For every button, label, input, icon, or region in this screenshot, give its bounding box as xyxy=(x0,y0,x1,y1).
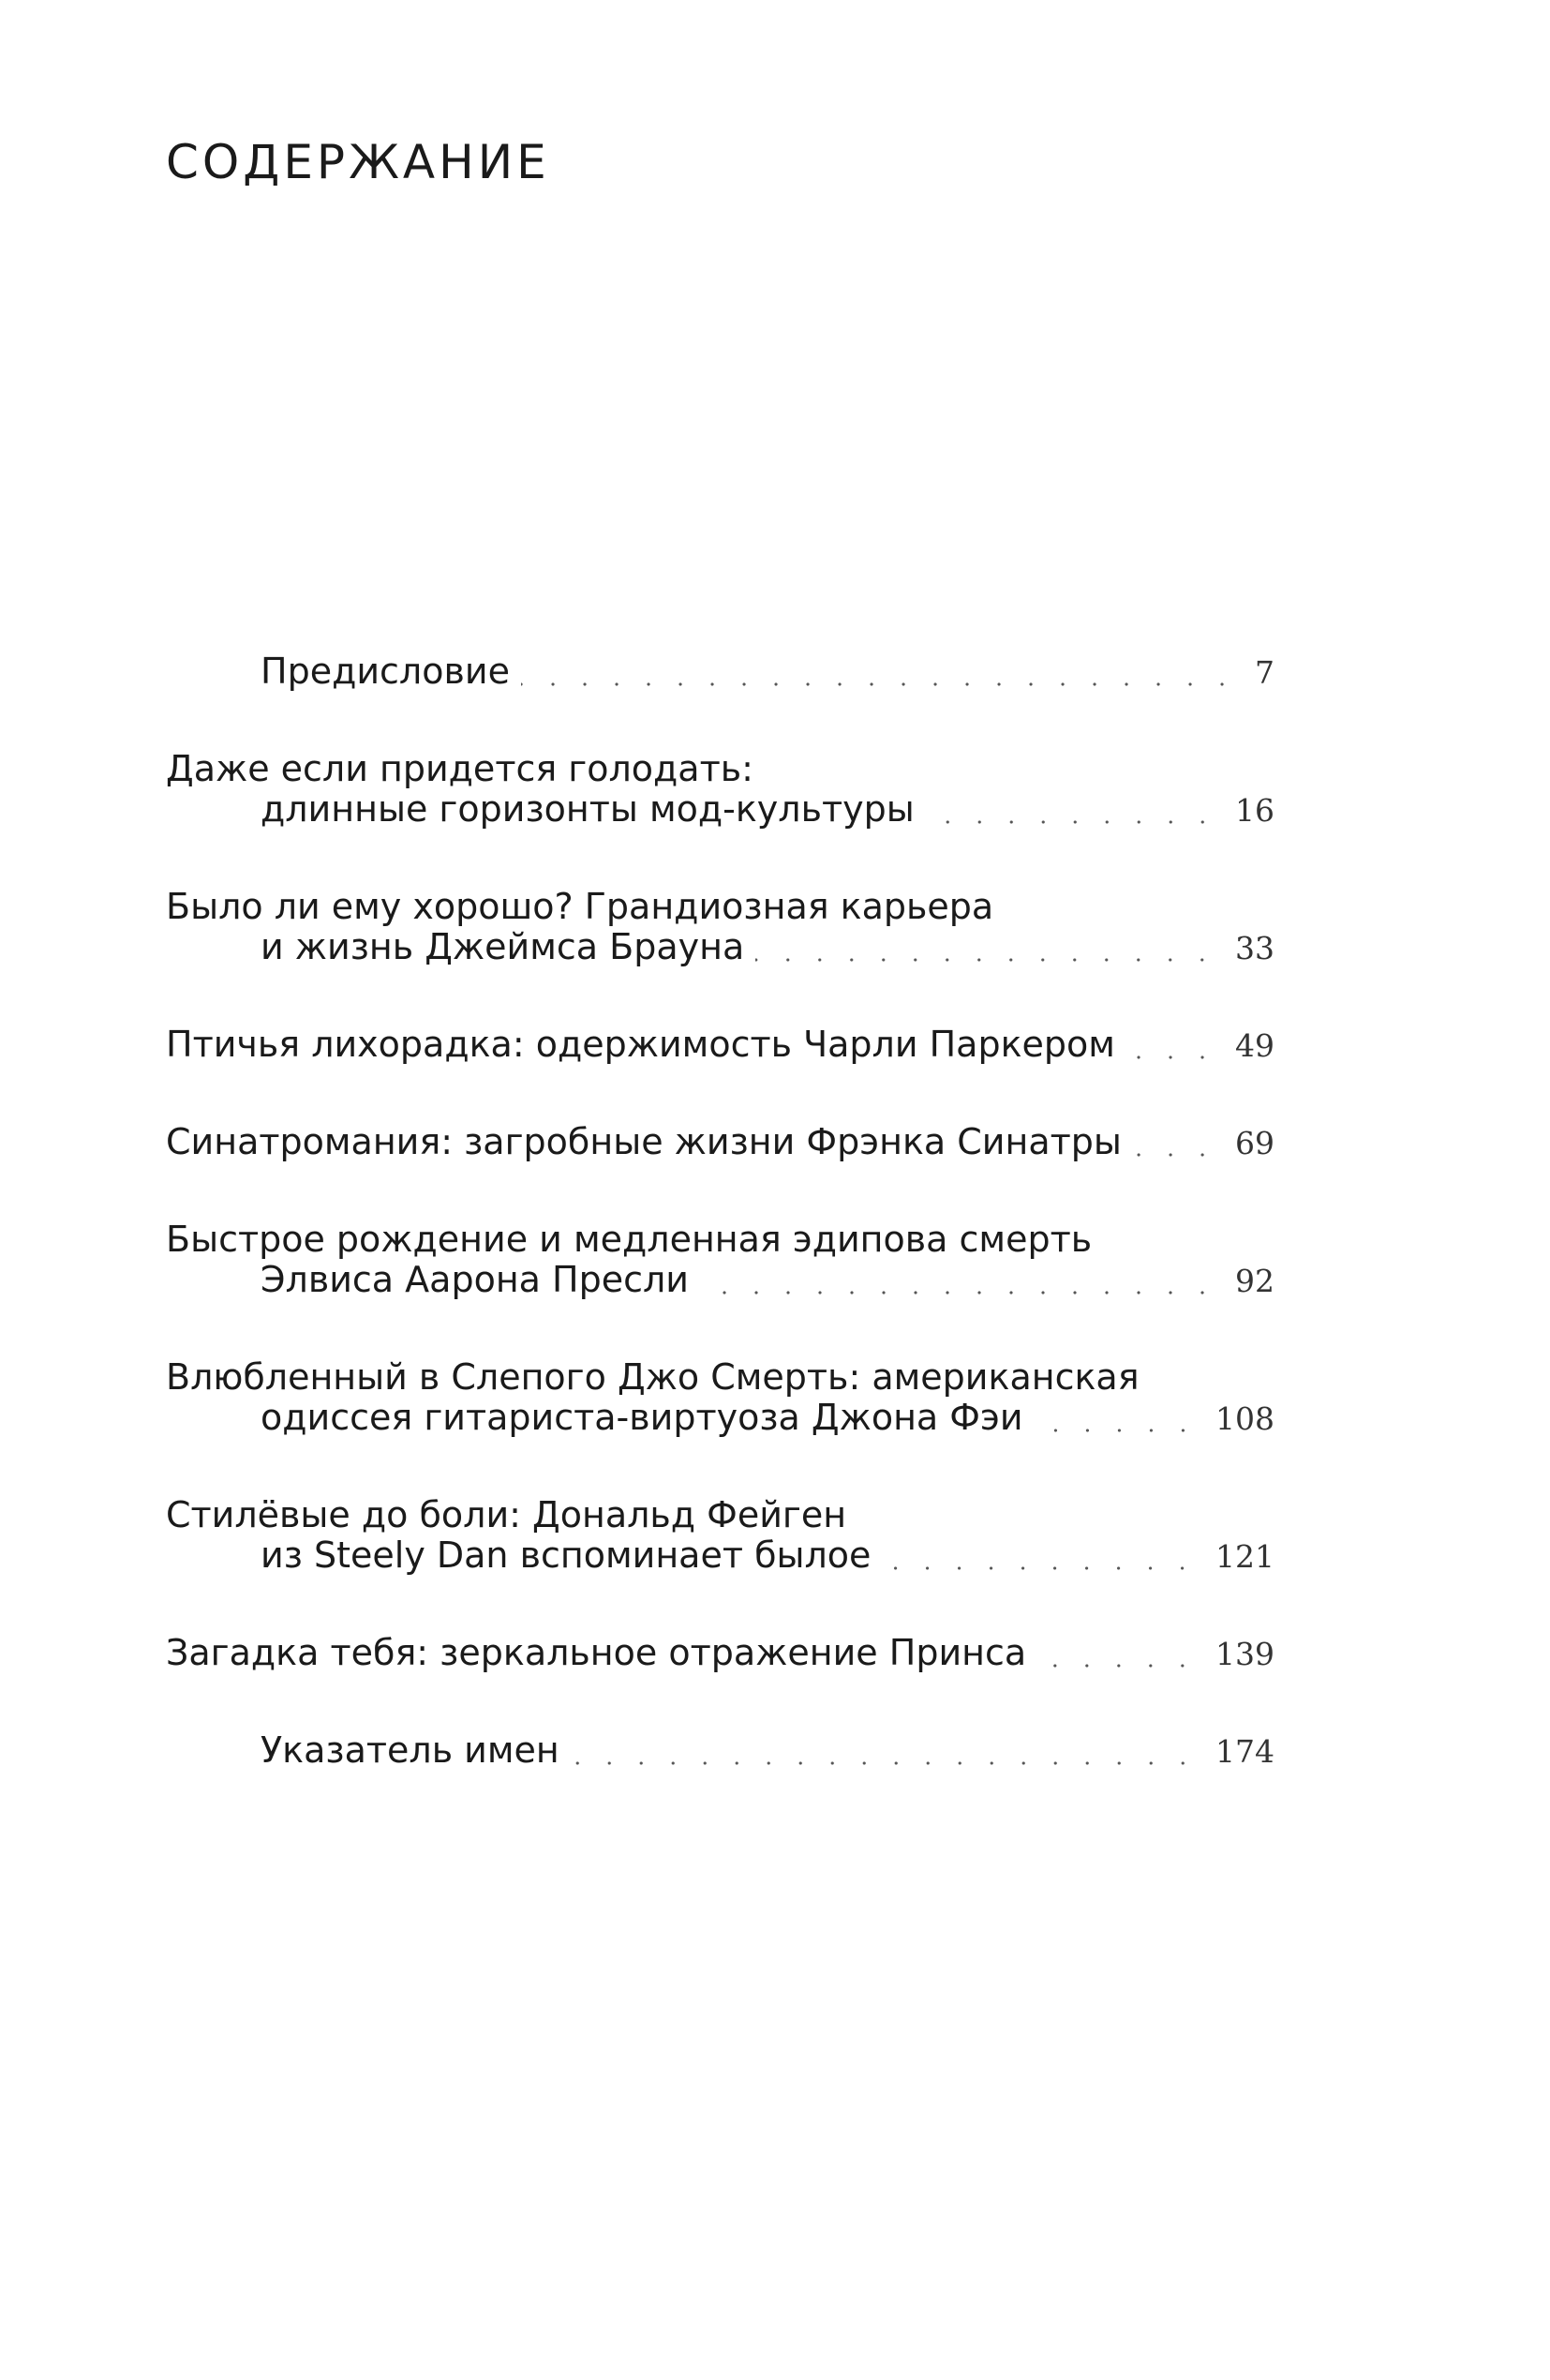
toc-entry-title-line1: Даже если придется голодать: xyxy=(166,748,753,789)
dot-leader xyxy=(755,955,1218,965)
toc-entry[interactable] xyxy=(166,1495,1274,1577)
toc-entry-title: Птичья лихорадка: одержимость Чарли Паркером xyxy=(166,1024,1115,1065)
toc-entry[interactable] xyxy=(166,749,1274,831)
toc-entry-title-line2: и жизнь Джеймса Брауна xyxy=(261,926,745,967)
toc-entry-last-line xyxy=(166,1398,1274,1439)
page-title: СОДЕРЖАНИЕ xyxy=(166,135,550,189)
toc-entry[interactable] xyxy=(166,1122,1274,1163)
toc-entry-title-line2: одиссея гитариста-виртуоза Джона Фэи xyxy=(261,1397,1023,1438)
toc-page-number: 108 xyxy=(1215,1400,1274,1437)
toc-entry-last-line xyxy=(166,1122,1274,1163)
toc-entry-last-line xyxy=(166,789,1274,831)
toc-entry-last-line xyxy=(166,1633,1274,1674)
toc-entry-title-line1: Быстрое рождение и медленная эдипова смерть xyxy=(166,1219,1093,1260)
toc-entry-last-line xyxy=(166,1260,1274,1301)
toc-entry-title: Указатель имен xyxy=(261,1729,559,1771)
toc-entry-title-line1: Было ли ему хорошо? Грандиозная карьера xyxy=(166,886,994,927)
dot-leader xyxy=(882,1564,1199,1573)
toc-entry-title-line1: Стилёвые до боли: Дональд Фейген xyxy=(166,1494,847,1535)
dot-leader xyxy=(1037,1661,1199,1670)
toc-entry-last-line xyxy=(166,651,1274,693)
toc-page-number: 139 xyxy=(1215,1636,1274,1672)
toc-entry[interactable] xyxy=(166,1220,1274,1301)
toc-page-number: 174 xyxy=(1215,1733,1274,1770)
toc-page-number: 16 xyxy=(1235,792,1274,829)
toc-entry[interactable] xyxy=(166,1025,1274,1066)
toc-page-number: 121 xyxy=(1215,1538,1274,1575)
dot-leader xyxy=(1035,1426,1199,1435)
toc-entry-last-line xyxy=(166,1535,1274,1577)
dot-leader xyxy=(571,1759,1199,1768)
toc-page-number: 69 xyxy=(1235,1125,1274,1161)
toc-entry-title-line2: Элвиса Аарона Пресли xyxy=(261,1259,689,1300)
toc-entry-title-line2: из Steely Dan вспоминает былое xyxy=(261,1534,872,1576)
dot-leader xyxy=(1133,1150,1218,1160)
toc-page-number: 7 xyxy=(1255,654,1274,691)
toc-entry[interactable] xyxy=(166,1730,1274,1772)
toc-page-number: 92 xyxy=(1235,1263,1274,1299)
toc-page-number: 33 xyxy=(1235,930,1274,966)
toc-entry-title: Синатромания: загробные жизни Фрэнка Синатры xyxy=(166,1121,1122,1162)
toc-entry-last-line xyxy=(166,1025,1274,1066)
toc-entry-last-line xyxy=(166,1730,1274,1772)
toc-page-number: 49 xyxy=(1235,1027,1274,1064)
toc-entry-title-line1: Влюбленный в Слепого Джо Смерть: американская xyxy=(166,1356,1140,1398)
toc-entry[interactable] xyxy=(166,651,1274,693)
toc-entry[interactable] xyxy=(166,887,1274,968)
toc-entry-title: Загадка тебя: зеркальное отражение Принса xyxy=(166,1632,1027,1673)
table-of-contents xyxy=(166,651,1274,1828)
dot-leader xyxy=(700,1288,1218,1297)
toc-entry[interactable] xyxy=(166,1357,1274,1439)
toc-entry-title-line2: длинные горизонты мод-культуры xyxy=(261,788,915,830)
dot-leader xyxy=(1126,1053,1218,1062)
toc-entry-last-line xyxy=(166,927,1274,968)
dot-leader xyxy=(926,817,1218,827)
toc-entry-title: Предисловие xyxy=(261,651,510,692)
toc-entry[interactable] xyxy=(166,1633,1274,1674)
dot-leader xyxy=(521,680,1238,689)
